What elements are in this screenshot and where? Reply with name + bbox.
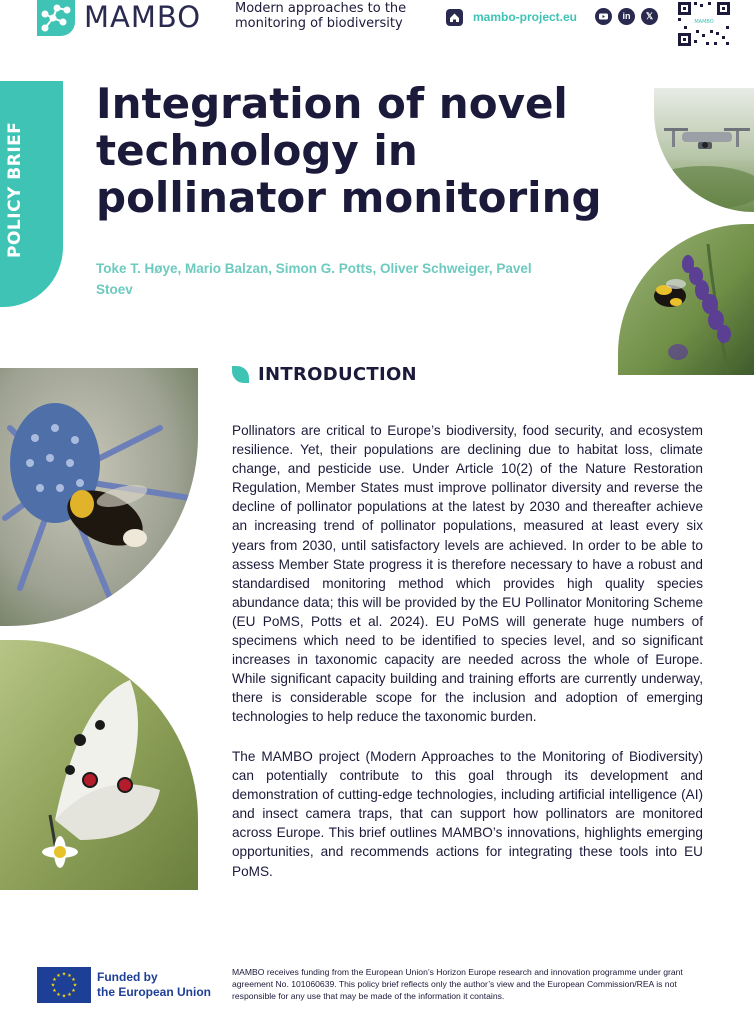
funded-by-line2: the European Union — [97, 985, 211, 999]
linkedin-icon[interactable]: in — [618, 8, 635, 25]
tagline: Modern approaches to the monitoring of biodiversity — [235, 1, 407, 31]
eu-star-icon: ★ — [52, 988, 57, 995]
lavender-bee-photo — [618, 224, 754, 375]
page-title: Integration of novel technology in pollinator monitoring — [96, 79, 602, 222]
authors: Toke T. Høye, Mario Balzan, Simon G. Potts, Oliver Schweiger, Pavel Stoev — [96, 261, 532, 297]
eu-star-icon: ★ — [67, 992, 72, 999]
home-icon[interactable] — [446, 9, 463, 26]
x-icon[interactable]: 𝕏 — [641, 8, 658, 25]
introduction-heading: INTRODUCTION — [258, 364, 417, 385]
logo-text: MAMBO — [84, 0, 202, 34]
policy-brief-label: POLICY BRIEF — [5, 121, 25, 258]
thistle-bee-photo — [0, 368, 198, 626]
eu-star-icon: ★ — [72, 982, 78, 989]
funded-by-line1: Funded by — [97, 970, 158, 984]
eu-star-icon: ★ — [56, 973, 61, 980]
eu-star-icon: ★ — [71, 988, 76, 995]
funding-disclaimer: MAMBO receives funding from the European Union’s Horizon Europe research and innovation programme under grant agreement No. 101060639. This policy brief reflects only the author’s view and the European Commission/REA is not responsible for any use that may be made of the information it contains. — [232, 967, 683, 1002]
eu-star-icon: ★ — [71, 977, 76, 984]
eu-star-icon: ★ — [56, 992, 61, 999]
introduction-paragraph-2: The MAMBO project (Modern Approaches to the Monitoring of Biodiversity) can potentially contribute to this goal through its development and demonstration of cutting-edge technologies, including artificial intelligence (AI) and insect camera traps, that can support how pollinators are monitored across Europe. This brief outlines MAMBO’s innovations, highlights emerging opportunities, and recommends actions for integrating these tools into EU PoMS. — [232, 749, 703, 879]
eu-star-icon: ★ — [61, 993, 67, 1000]
eu-star-icon: ★ — [52, 977, 57, 984]
eu-star-icon: ★ — [50, 982, 56, 989]
website-link[interactable]: mambo-project.eu — [473, 10, 578, 24]
qr-code-icon — [676, 0, 732, 48]
qr-label: MAMBO — [694, 19, 714, 25]
eu-star-icon: ★ — [67, 973, 72, 980]
funded-by-eu — [97, 970, 237, 1000]
youtube-icon[interactable] — [595, 8, 612, 25]
eu-flag-icon — [37, 967, 91, 1003]
introduction-paragraph-1: Pollinators are critical to Europe’s biodiversity, food security, and ecosystem resilience. Yet, their populations are declining due to habitat loss, climate change, and pesticide use. Under Article 10(2) of the Nature Restoration Regulation, Member States must improve pollinator diversity and reverse the decline of pollinator populations at the latest by 2030 and thereafter achieve an increasing trend of pollinator populations, measured at least every six years from 2030, until satisfactory levels are achieved. In order to be able to assess Member State progress it is therefore necessary to have a robust and standardised monitoring method which provides high quality species abundance data; this will be provided by the EU Pollinator Monitoring Scheme (EU PoMS, Potts et al. 2024). EU PoMS will generate huge numbers of specimens which need to be identified to species level, and so significant increases in taxonomic capacity are needed across the whole of Europe. While significant capacity building and training efforts are currently underway, there is considerable scope for the inclusion and adoption of emerging technologies to help reduce the taxonomic burden. — [232, 423, 703, 725]
eu-star-icon: ★ — [61, 971, 67, 978]
butterfly-photo — [0, 640, 198, 890]
drone-photo — [654, 88, 754, 212]
mambo-logo-icon — [37, 0, 75, 36]
section-bullet-icon — [232, 366, 249, 383]
